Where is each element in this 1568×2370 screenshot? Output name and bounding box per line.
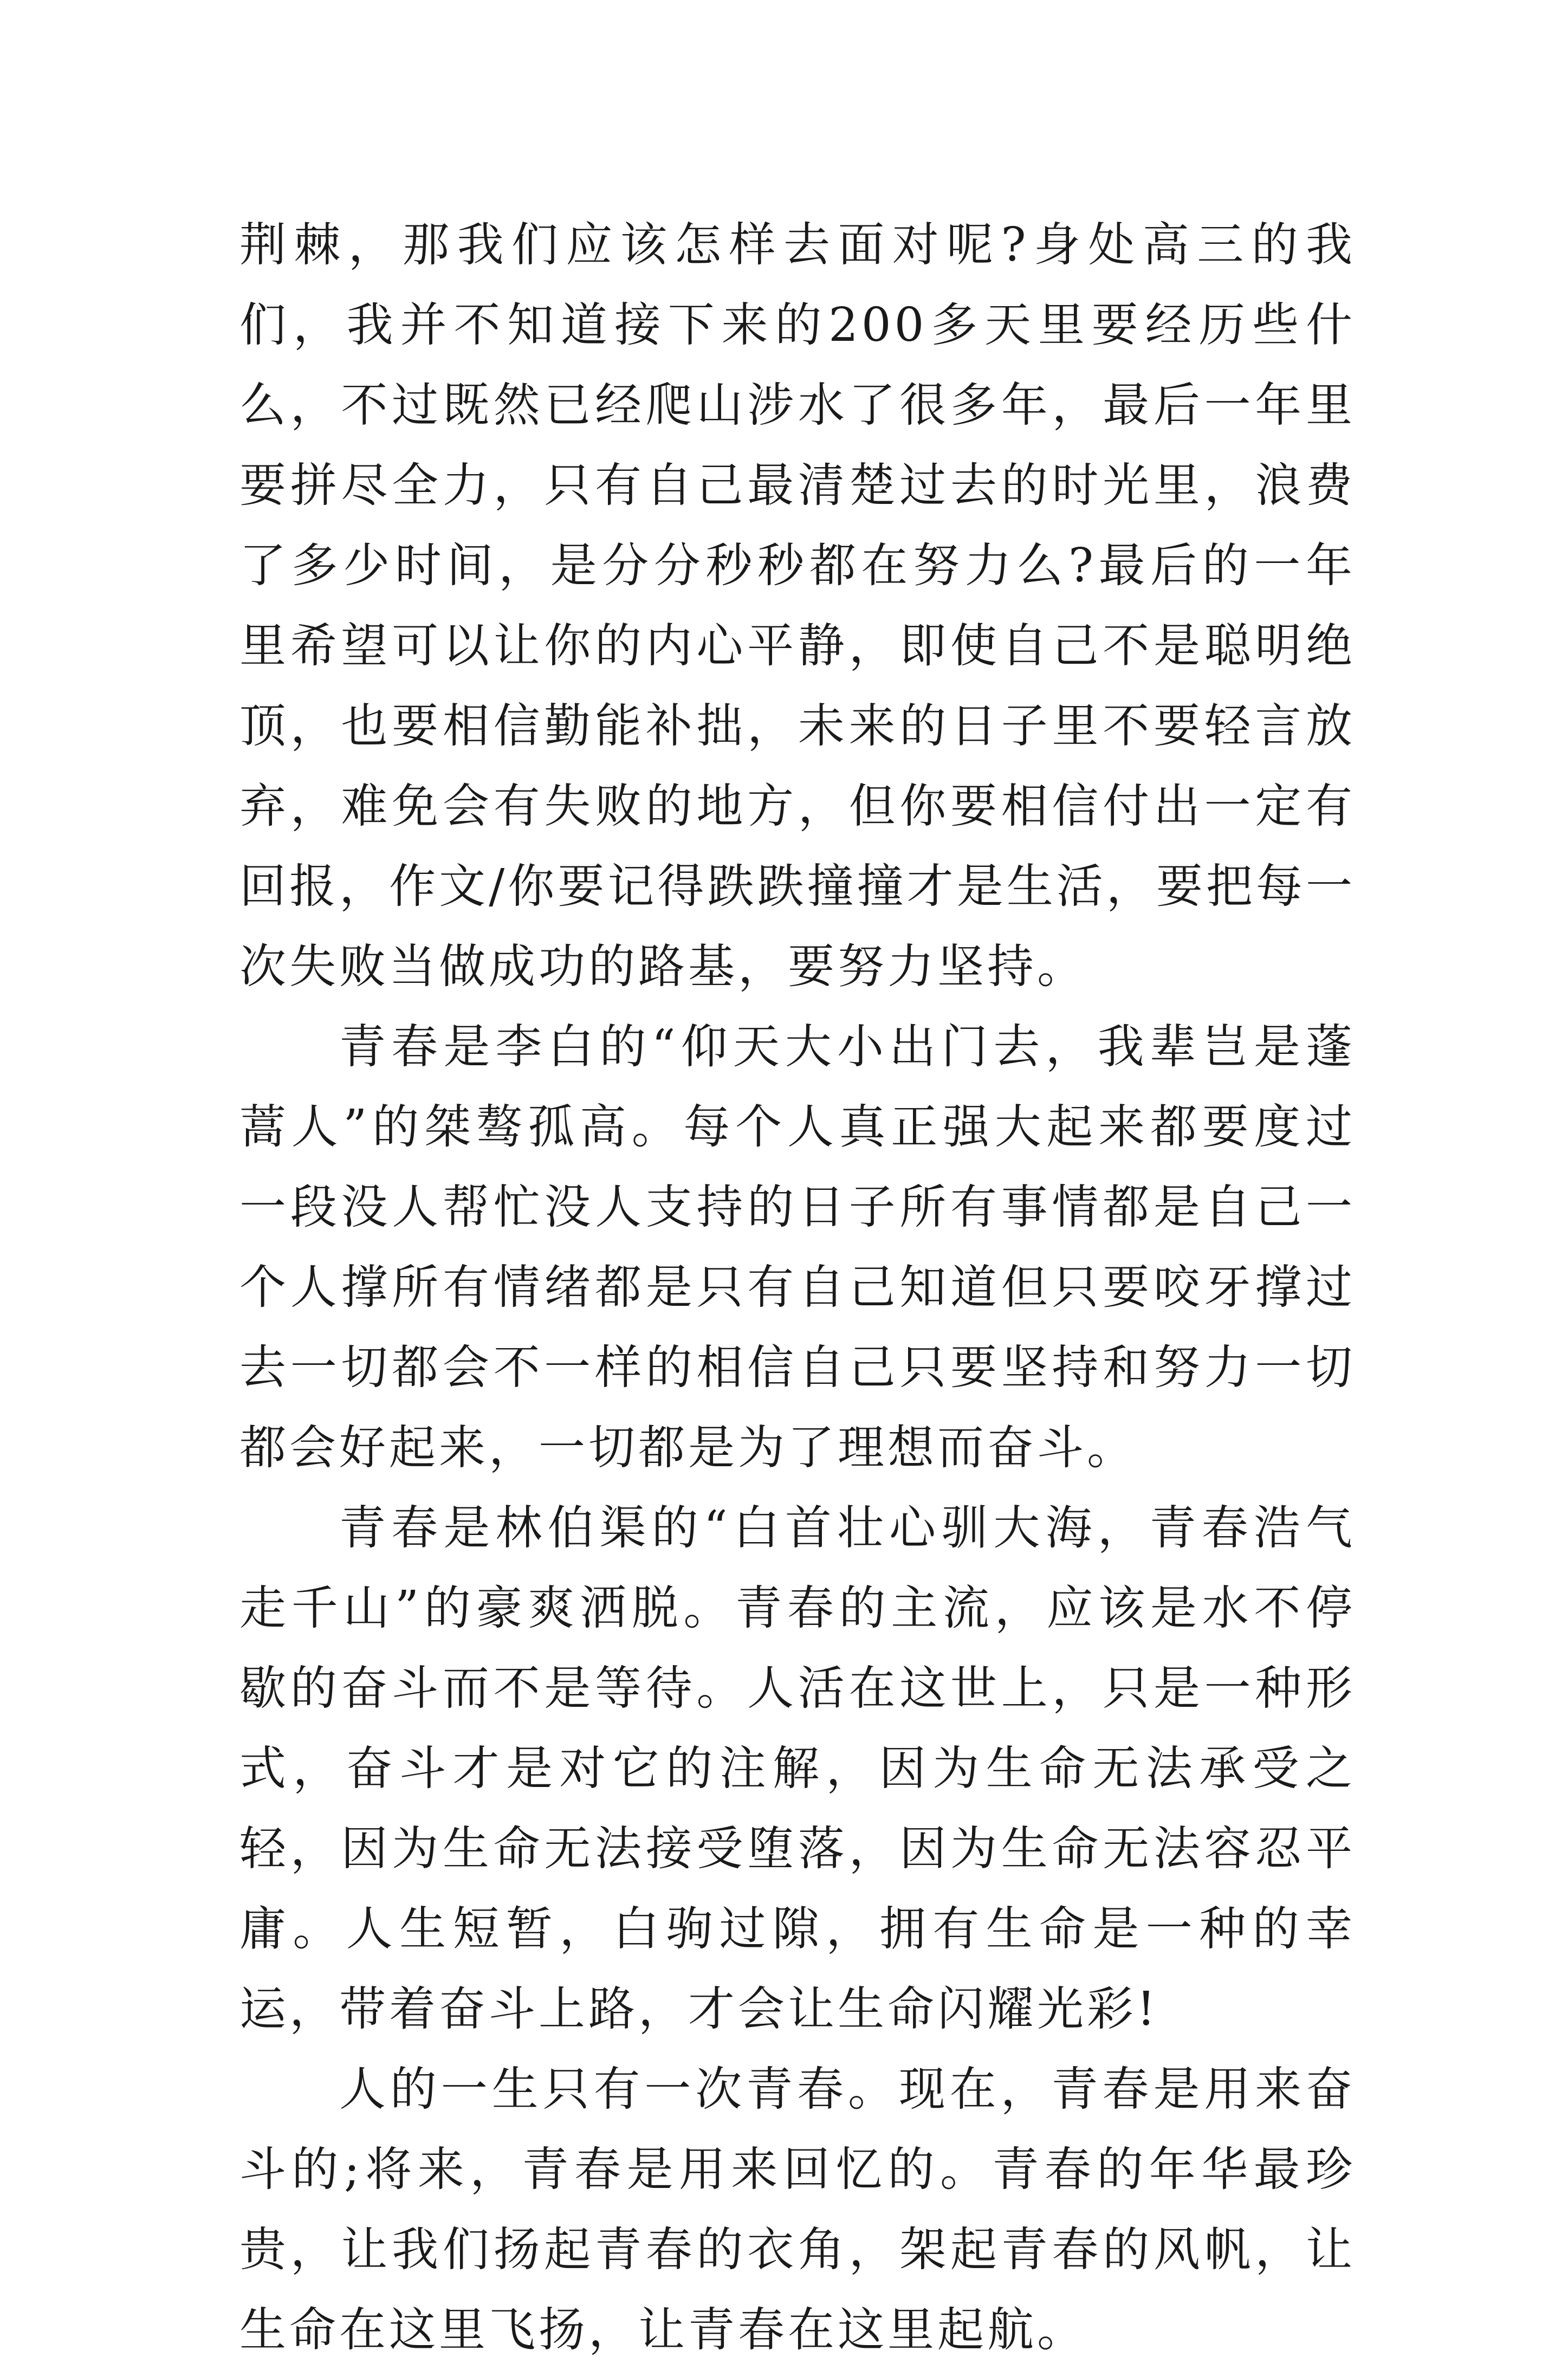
paragraph-1: 荆棘，那我们应该怎样去面对呢?身处高三的我们，我并不知道接下来的200多天里要经历些什么，不过既然已经爬山涉水了很多年，最后一年里要拼尽全力，只有自己最清楚过去的时光里，浪费了多少时间，是分分秒秒都在努力么?最后的一年里希望可以让你的内心平静，即使自己不是聪明绝顶，也要相信勤能补拙，未来的日子里不要轻言放弃，难免会有失败的地方，但你要相信付出一定有回报，作文/你要记得跌跌撞撞才是生活，要把每一次失败当做成功的路基，要努力坚持。 [239,218,1356,994]
paragraph-4: 人的一生只有一次青春。现在，青春是用来奋斗的;将来，青春是用来回忆的。青春的年华最珍贵，让我们扬起青春的衣角，架起青春的风帆，让生命在这里飞扬，让青春在这里起航。 [239,2062,1356,2357]
paragraph-2: 青春是李白的“仰天大小出门去，我辈岂是蓬蒿人”的桀骜孤高。每个人真正强大起来都要度过一段没人帮忙没人支持的日子所有事情都是自己一个人撑所有情绪都是只有自己知道但只要咬牙撑过去一切都会不一样的相信自己只要坚持和努力一切都会好起来，一切都是为了理想而奋斗。 [239,1020,1356,1475]
paragraph-3: 青春是林伯渠的“白首壮心驯大海，青春浩气走千山”的豪爽洒脱。青春的主流，应该是水不停歇的奋斗而不是等待。人活在这世上，只是一种形式，奋斗才是对它的注解，因为生命无法承受之轻，因为生命无法接受堕落，因为生命无法容忍平庸。人生短暂，白驹过隙，拥有生命是一种的幸运，带着奋斗上路，才会让生命闪耀光彩! [239,1501,1356,2036]
essay-body [239,205,1356,2370]
